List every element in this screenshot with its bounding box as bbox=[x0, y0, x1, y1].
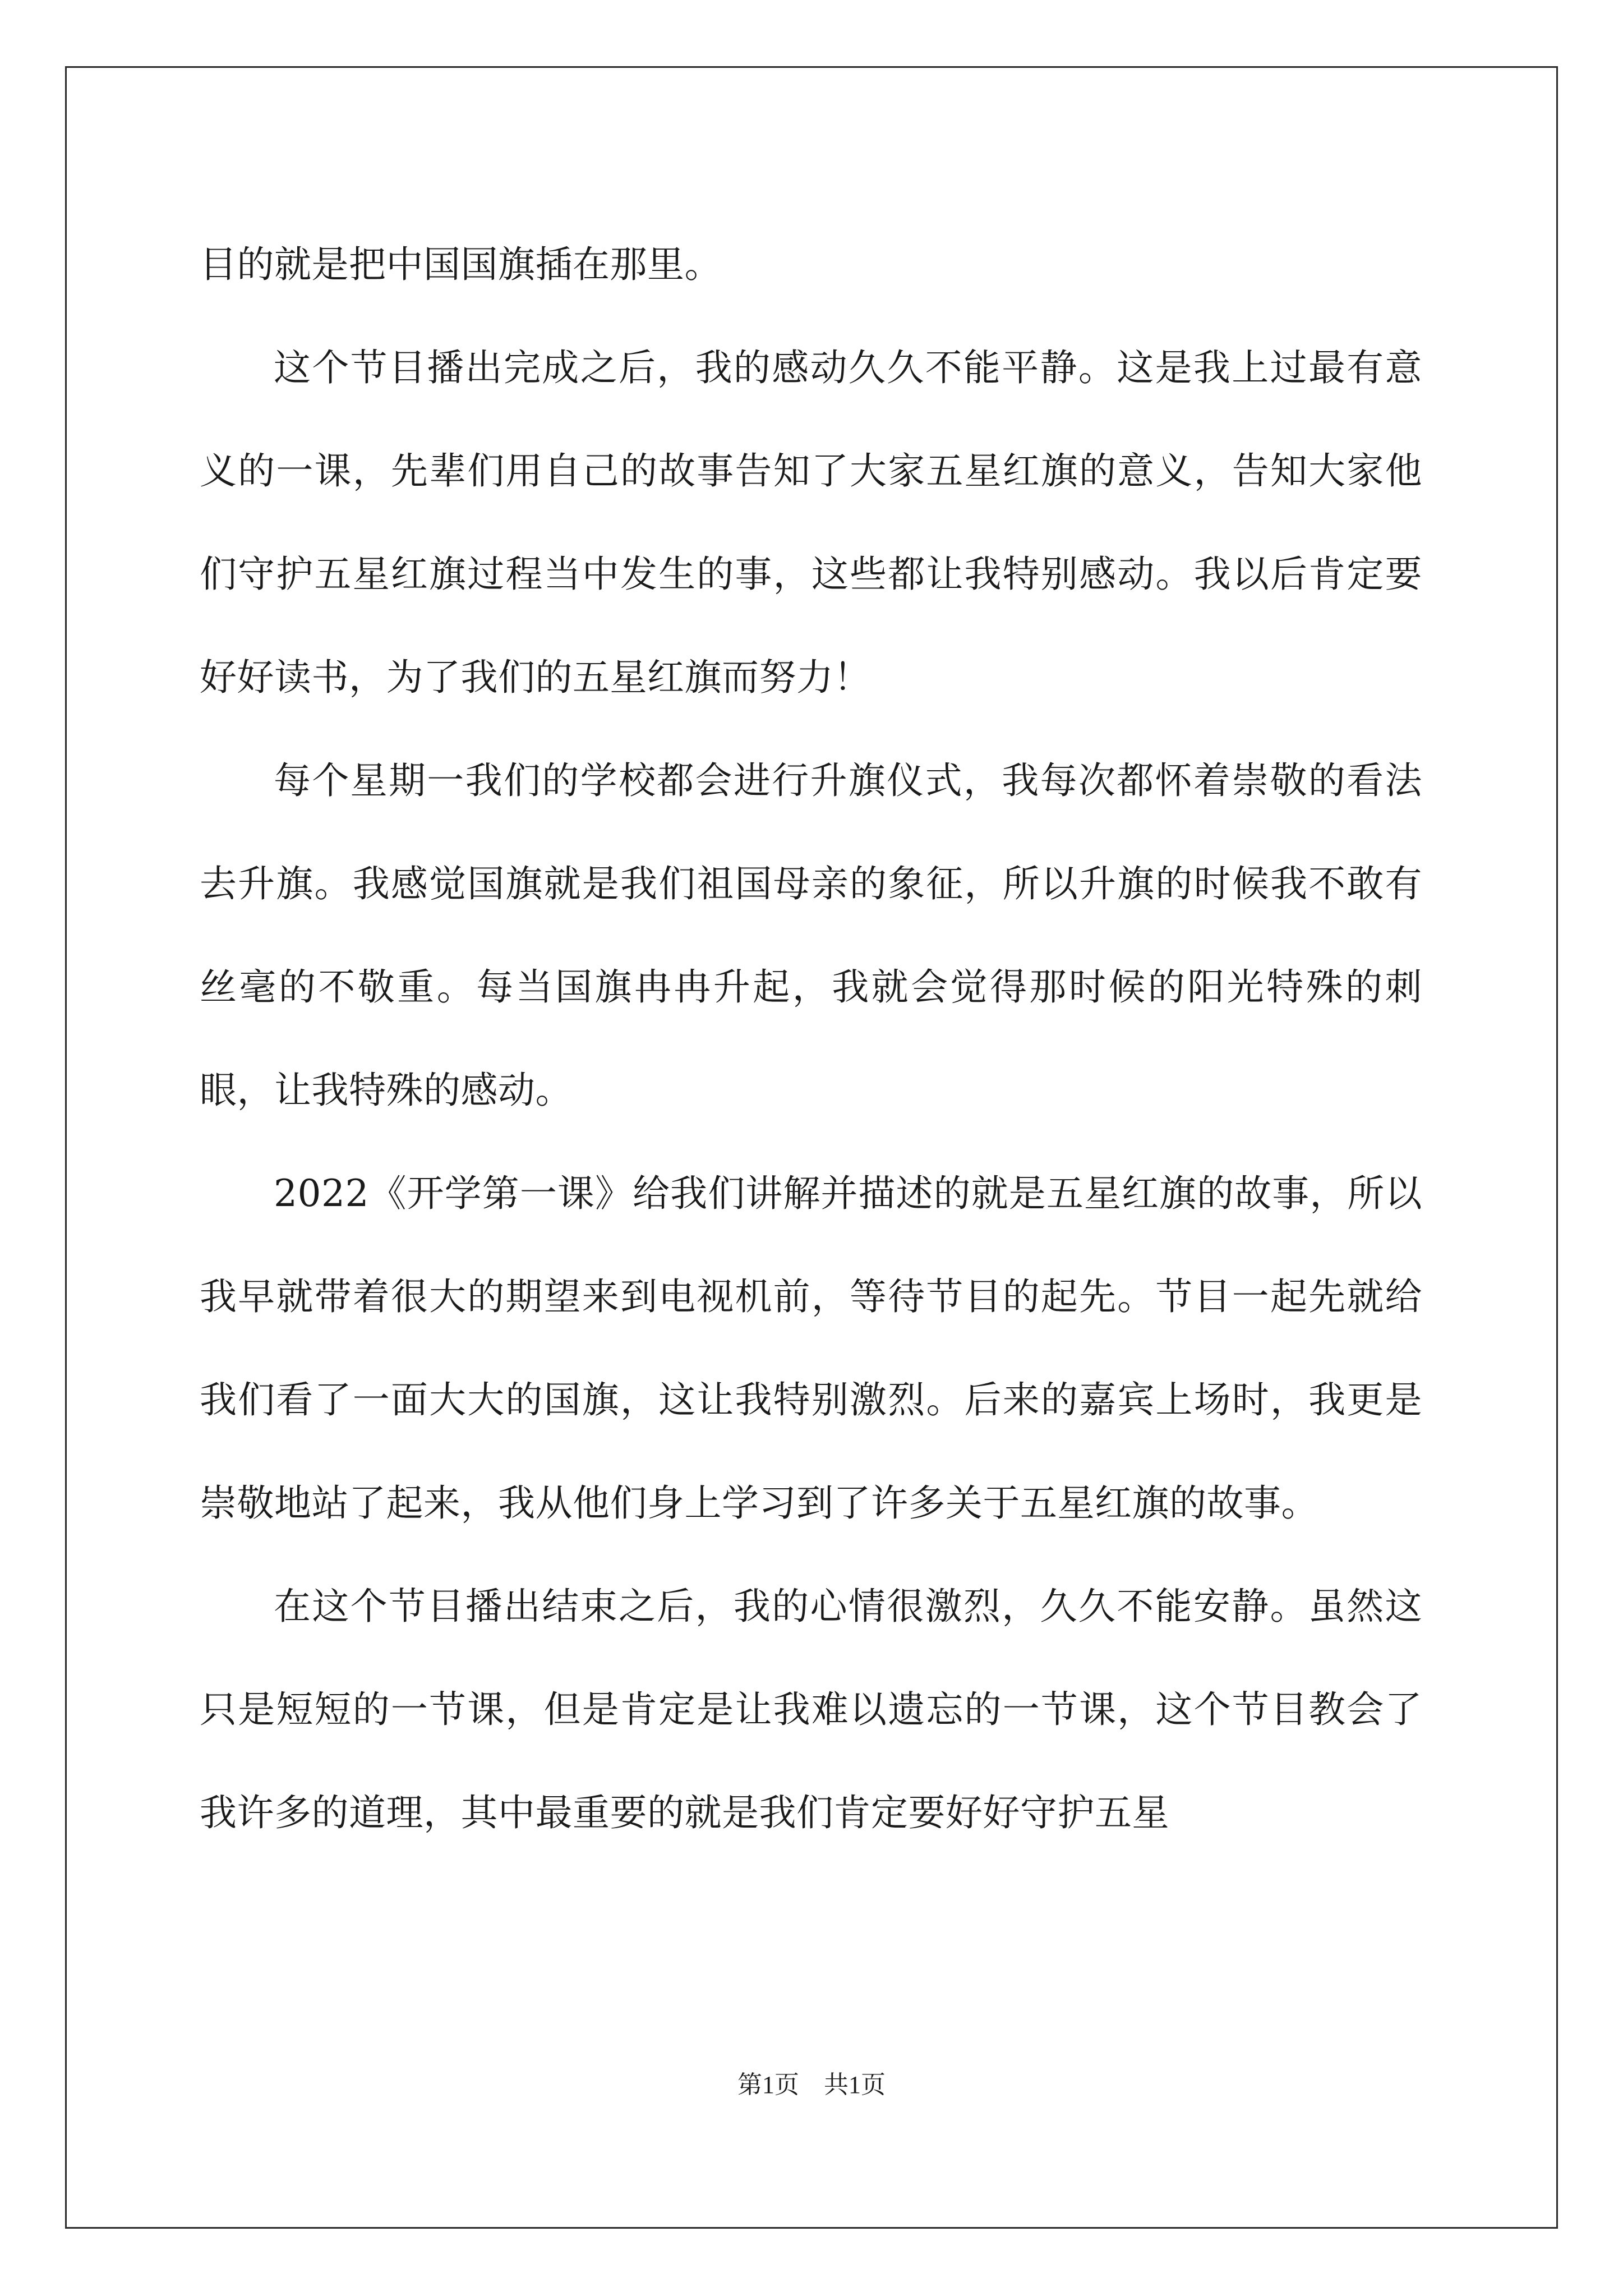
paragraph-4: 2022《开学第一课》给我们讲解并描述的就是五星红旗的故事，所以我早就带着很大的期望来到电视机前，等待节目的起先。节目一起先就给我们看了一面大大的国旗，这让我特别激烈。后来的嘉宾上场时，我更是崇敬地站了起来，我从他们身上学习到了许多关于五星红旗的故事。 bbox=[200, 1172, 1422, 1525]
document-body bbox=[200, 213, 1422, 1865]
page-number: 第1页 bbox=[737, 2071, 799, 2099]
paragraph-2: 这个节目播出完成之后，我的感动久久不能平静。这是我上过最有意义的一课，先辈们用自己的故事告知了大家五星红旗的意义，告知大家他们守护五星红旗过程当中发生的事，这些都让我特别感动。我以后肯定要好好读书，为了我们的五星红旗而努力！ bbox=[200, 346, 1422, 699]
paragraph-5: 在这个节目播出结束之后，我的心情很激烈，久久不能安静。虽然这只是短短的一节课，但是肯定是让我难以遗忘的一节课，这个节目教会了我许多的道理，其中最重要的就是我们肯定要好好守护五星 bbox=[200, 1585, 1422, 1834]
paragraph-1: 目的就是把中国国旗插在那里。 bbox=[200, 243, 722, 286]
page-total: 共1页 bbox=[824, 2071, 886, 2099]
paragraph-3: 每个星期一我们的学校都会进行升旗仪式，我每次都怀着崇敬的看法去升旗。我感觉国旗就是我们祖国母亲的象征，所以升旗的时候我不敢有丝毫的不敬重。每当国旗冉冉升起，我就会觉得那时候的阳光特殊的刺眼，让我特殊的感动。 bbox=[200, 759, 1422, 1112]
page-footer bbox=[0, 2064, 1623, 2100]
